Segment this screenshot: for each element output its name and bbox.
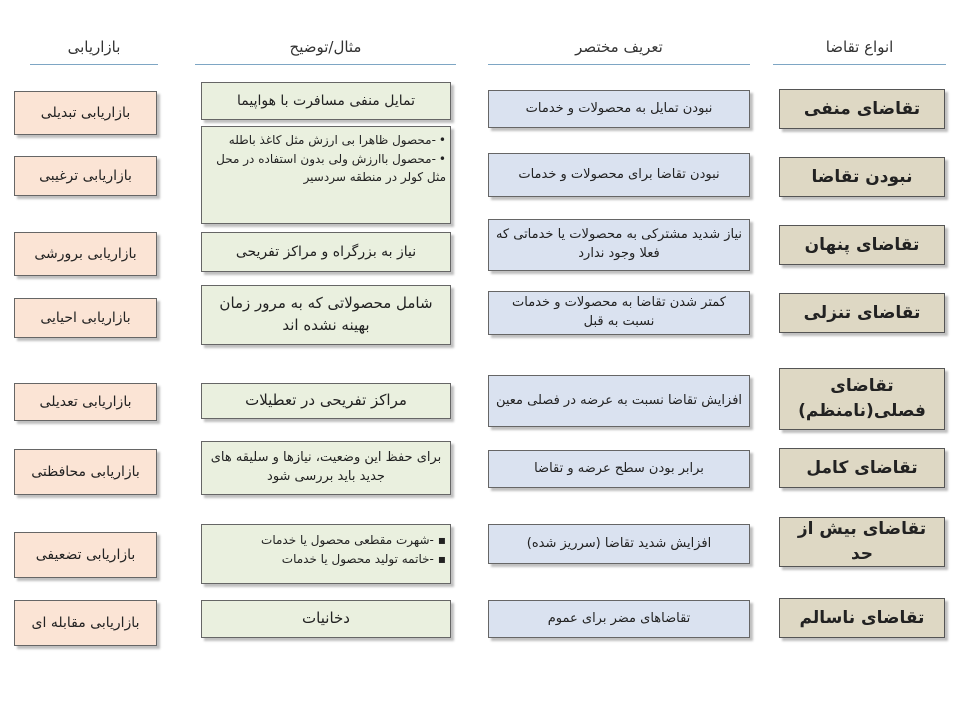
marketing-no-demand: بازاریابی ترغیبی (14, 156, 157, 196)
demand-type-declining: تقاضای تنزلی (779, 293, 945, 333)
demand-type-full: تقاضای کامل (779, 448, 945, 488)
demand-type-overfull: تقاضای بیش از حد (779, 517, 945, 567)
example-no-demand (201, 126, 451, 224)
definition-irregular: افزایش تقاضا نسبت به عرضه در فصلی معین (488, 375, 750, 427)
example-negative: تمایل منفی مسافرت با هواپیما (201, 82, 451, 120)
marketing-overfull: بازاریابی تضعیفی (14, 532, 157, 578)
example-overfull-item: ▪ -شهرت مقطعی محصول یا خدمات (208, 531, 446, 550)
example-overfull (201, 524, 451, 584)
example-latent: نیاز به بزرگراه و مراکز تفریحی (201, 232, 451, 272)
header-example: مثال/توضیح (195, 38, 456, 65)
definition-overfull: افزایش شدید تقاضا (سرریز شده) (488, 524, 750, 564)
definition-no-demand: نبودن تقاضا برای محصولات و خدمات (488, 153, 750, 197)
definition-negative: نبودن تمایل به محصولات و خدمات (488, 90, 750, 128)
marketing-negative: بازاریابی تبدیلی (14, 91, 157, 135)
definition-declining: کمتر شدن تقاضا به محصولات و خدمات نسبت به قبل (488, 291, 750, 335)
example-overfull-item: ▪ -خاتمه تولید محصول یا خدمات (208, 550, 446, 569)
header-demand-types: انواع تقاضا (773, 38, 946, 65)
marketing-declining: بازاریابی احیایی (14, 298, 157, 338)
header-marketing: بازاریابی (30, 38, 158, 65)
marketing-latent: بازاریابی برورشی (14, 232, 157, 276)
demand-type-irregular: تقاضای فصلی(نامنظم) (779, 368, 945, 430)
marketing-irregular: بازاریابی تعدیلی (14, 383, 157, 421)
demand-type-unwholesome: تقاضای ناسالم (779, 598, 945, 638)
header-definition: تعریف مختصر (488, 38, 750, 65)
example-irregular: مراکز تفریحی در تعطیلات (201, 383, 451, 419)
example-no-demand-item: • -محصول ظاهرا بی ارزش مثل کاغذ باطله (208, 131, 446, 150)
definition-latent: نیاز شدید مشترکی به محصولات یا خدماتی که فعلا وجود ندارد (488, 219, 750, 271)
example-unwholesome: دخانیات (201, 600, 451, 638)
example-no-demand-item: • -محصول باارزش ولی بدون استفاده در محل مثل کولر در منطقه سردسیر (208, 150, 446, 187)
demand-type-negative: تقاضای منفی (779, 89, 945, 129)
definition-unwholesome: تقاضاهای مضر برای عموم (488, 600, 750, 638)
demand-type-latent: تقاضای پنهان (779, 225, 945, 265)
marketing-full: بازاریابی محافظتی (14, 449, 157, 495)
example-declining: شامل محصولاتی که به مرور زمان بهینه نشده اند (201, 285, 451, 345)
demand-type-no-demand: نبودن تقاضا (779, 157, 945, 197)
marketing-unwholesome: بازاریابی مقابله ای (14, 600, 157, 646)
definition-full: برابر بودن سطح عرضه و تقاضا (488, 450, 750, 488)
example-full: برای حفظ این وضعیت، نیازها و سلیقه های جدید باید بررسی شود (201, 441, 451, 495)
